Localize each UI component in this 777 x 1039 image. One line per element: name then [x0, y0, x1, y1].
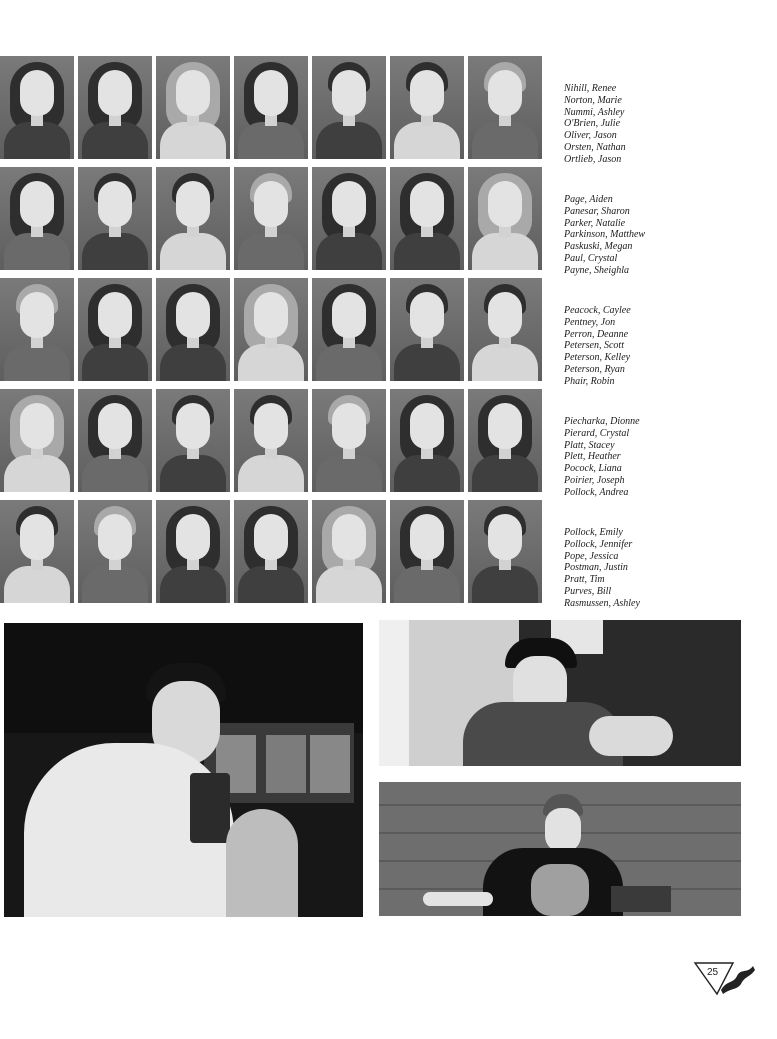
portrait-body	[238, 566, 304, 603]
portrait-face	[176, 514, 210, 560]
portrait-face	[410, 181, 444, 227]
student-name: Pope, Jessica	[564, 550, 619, 562]
portrait-body	[4, 233, 70, 270]
student-name: Rasmussen, Ashley	[564, 597, 640, 609]
page-number-folio	[693, 960, 757, 998]
portrait-grid	[0, 56, 542, 603]
portrait-face	[20, 514, 54, 560]
portrait-body	[238, 122, 304, 159]
portrait-face	[332, 403, 366, 449]
portrait-face	[488, 514, 522, 560]
portrait-face	[176, 403, 210, 449]
student-name: Paul, Crystal	[564, 252, 618, 264]
portrait-face	[98, 403, 132, 449]
student-name: Pentney, Jon	[564, 316, 616, 328]
portrait-body	[472, 233, 538, 270]
portrait-body	[316, 233, 382, 270]
portrait-face	[488, 181, 522, 227]
portrait-body	[316, 122, 382, 159]
portrait-body	[394, 122, 460, 159]
portrait-body	[394, 566, 460, 603]
portrait-face	[20, 70, 54, 116]
student-portrait	[390, 56, 464, 159]
student-name: Pollock, Emily	[564, 527, 623, 538]
student-portrait	[312, 389, 386, 492]
name-list-row-3	[564, 305, 631, 388]
student-name: Parker, Natalie	[564, 217, 626, 229]
student-portrait	[390, 500, 464, 603]
portrait-body	[82, 455, 148, 492]
portrait-face	[410, 292, 444, 338]
name-list-row-1	[564, 83, 626, 166]
student-name: Paskuski, Megan	[564, 241, 633, 253]
portrait-body	[238, 455, 304, 492]
student-name: Peacock, Caylee	[564, 305, 631, 316]
name-list-row-2	[564, 194, 645, 277]
student-name: Plett, Heather	[564, 451, 621, 463]
student-name: Pratt, Tim	[564, 574, 605, 586]
student-portrait	[390, 389, 464, 492]
student-name: Pollock, Andrea	[564, 486, 629, 498]
portrait-body	[4, 566, 70, 603]
student-portrait	[78, 500, 152, 603]
student-portrait	[234, 278, 308, 381]
portrait-body	[316, 455, 382, 492]
student-portrait	[0, 56, 74, 159]
student-portrait	[312, 278, 386, 381]
student-name: Peterson, Ryan	[564, 363, 625, 375]
student-portrait	[78, 389, 152, 492]
student-name: Perron, Deanne	[564, 328, 629, 340]
candid-photo-student-with-wolf-shirt	[379, 782, 741, 916]
student-portrait	[78, 56, 152, 159]
portrait-face	[332, 292, 366, 338]
portrait-face	[410, 70, 444, 116]
student-portrait	[0, 278, 74, 381]
student-name: Pocock, Liana	[564, 463, 622, 475]
student-portrait	[312, 56, 386, 159]
student-portrait	[312, 167, 386, 270]
portrait-body	[82, 344, 148, 381]
portrait-body	[472, 566, 538, 603]
portrait-body	[238, 344, 304, 381]
portrait-face	[98, 514, 132, 560]
student-name: Peterson, Kelley	[564, 352, 631, 364]
portrait-face	[488, 292, 522, 338]
student-portrait	[468, 389, 542, 492]
portrait-body	[4, 455, 70, 492]
portrait-face	[98, 292, 132, 338]
student-name: Norton, Marie	[564, 94, 622, 106]
student-name: Piecharka, Dionne	[564, 416, 640, 427]
student-name: Pollock, Jennifer	[564, 538, 633, 550]
candid-photo-student-with-cap-seated	[379, 620, 741, 766]
student-name: Ortlieb, Jason	[564, 153, 622, 165]
student-portrait	[468, 500, 542, 603]
portrait-face	[332, 514, 366, 560]
portrait-face	[254, 292, 288, 338]
portrait-body	[238, 233, 304, 270]
student-portrait	[468, 278, 542, 381]
student-name: O'Brien, Julie	[564, 118, 621, 130]
student-name: Nummi, Ashley	[564, 106, 625, 118]
portrait-body	[316, 566, 382, 603]
portrait-face	[410, 514, 444, 560]
portrait-body	[316, 344, 382, 381]
student-portrait	[234, 389, 308, 492]
portrait-body	[160, 122, 226, 159]
portrait-body	[472, 455, 538, 492]
candid-photo-student-with-cup	[4, 623, 363, 917]
portrait-body	[472, 344, 538, 381]
portrait-face	[332, 181, 366, 227]
portrait-body	[4, 122, 70, 159]
name-list-row-4	[564, 416, 640, 499]
student-name: Platt, Stacey	[564, 439, 615, 451]
portrait-face	[254, 70, 288, 116]
student-name: Pierard, Crystal	[564, 427, 630, 439]
student-name: Oliver, Jason	[564, 130, 617, 142]
student-portrait	[312, 500, 386, 603]
portrait-face	[254, 181, 288, 227]
student-name: Phair, Robin	[564, 375, 615, 387]
portrait-body	[160, 455, 226, 492]
student-portrait	[156, 389, 230, 492]
portrait-face	[176, 181, 210, 227]
student-portrait	[0, 389, 74, 492]
student-name: Petersen, Scott	[564, 340, 624, 352]
portrait-face	[488, 70, 522, 116]
portrait-body	[82, 566, 148, 603]
student-portrait	[234, 500, 308, 603]
portrait-face	[20, 292, 54, 338]
student-portrait	[156, 167, 230, 270]
student-name: Postman, Justin	[564, 562, 628, 574]
portrait-body	[160, 233, 226, 270]
student-portrait	[468, 167, 542, 270]
student-name: Orsten, Nathan	[564, 141, 626, 153]
portrait-face	[98, 70, 132, 116]
student-portrait	[390, 167, 464, 270]
student-portrait	[156, 278, 230, 381]
portrait-face	[410, 403, 444, 449]
portrait-body	[160, 344, 226, 381]
portrait-face	[20, 403, 54, 449]
student-name: Poirier, Joseph	[564, 474, 625, 486]
portrait-body	[472, 122, 538, 159]
student-portrait	[78, 167, 152, 270]
portrait-face	[254, 403, 288, 449]
portrait-face	[254, 514, 288, 560]
portrait-face	[332, 70, 366, 116]
portrait-face	[20, 181, 54, 227]
name-list-row-5	[564, 527, 640, 610]
student-portrait	[468, 56, 542, 159]
student-portrait	[156, 500, 230, 603]
student-portrait	[156, 56, 230, 159]
student-name: Panesar, Sharon	[564, 205, 630, 217]
portrait-body	[394, 344, 460, 381]
student-portrait	[234, 167, 308, 270]
portrait-body	[82, 233, 148, 270]
student-name: Parkinson, Matthew	[564, 229, 646, 241]
student-name: Purves, Bill	[564, 585, 612, 597]
student-portrait	[0, 500, 74, 603]
portrait-body	[394, 233, 460, 270]
wildcat-folio-icon	[693, 960, 757, 998]
student-name: Payne, Sheighla	[564, 264, 629, 276]
portrait-face	[176, 70, 210, 116]
student-portrait	[78, 278, 152, 381]
page-number: 25	[707, 967, 719, 978]
student-portrait	[0, 167, 74, 270]
portrait-body	[160, 566, 226, 603]
portrait-body	[4, 344, 70, 381]
student-name: Page, Aiden	[564, 194, 613, 205]
student-portrait	[234, 56, 308, 159]
portrait-body	[82, 122, 148, 159]
student-portrait	[390, 278, 464, 381]
portrait-body	[394, 455, 460, 492]
portrait-face	[488, 403, 522, 449]
portrait-face	[176, 292, 210, 338]
portrait-face	[98, 181, 132, 227]
student-name: Nihill, Renee	[564, 83, 617, 94]
